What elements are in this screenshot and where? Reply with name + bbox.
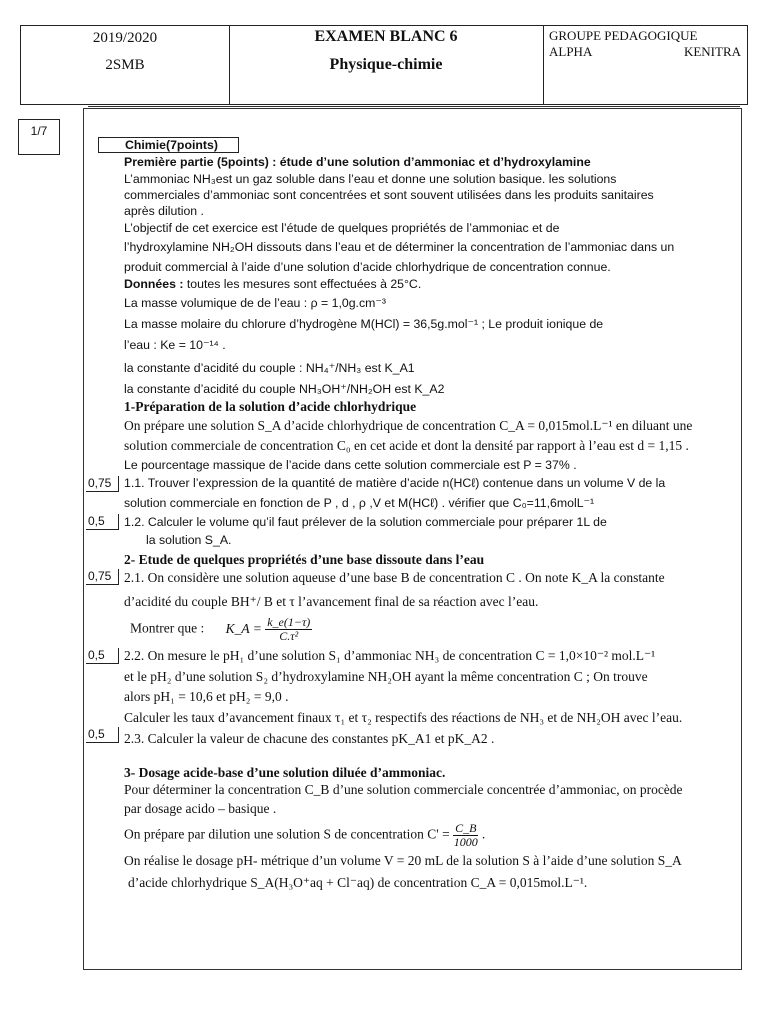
intro-line-3: après dilution . (124, 204, 204, 218)
formula-ka-lhs: K_A = (225, 620, 262, 636)
ka1-line: la constante d’acidité du couple : NH₄⁺/NH₃ est K_A1 (124, 361, 415, 375)
group-name: GROUPE PEDAGOGIQUE (549, 28, 698, 43)
mark-q21: 0,75 (86, 569, 119, 585)
formula-ka-fraction (265, 616, 312, 643)
header-left-cell (21, 26, 230, 104)
formula-c-fraction (453, 822, 478, 849)
data-label: Données : (124, 277, 184, 291)
question-2-1-a: 2.1. On considère une solution aqueuse d’une base B de concentration C . On note K_A la constante (124, 570, 665, 585)
page-number: 1/7 (18, 119, 60, 155)
intro-line-6: produit commercial à l’aide d’une solution d’acide chlorhydrique de concentration connue. (124, 260, 611, 274)
question-1-1-a: 1.1. Trouver l’expression de la quantité de matière d’acide n(HCℓ) contenue dans un volume V de la (124, 476, 666, 490)
question-2-2-c: alors pH₁ = 10,6 et pH₂ = 9,0 . (124, 689, 289, 704)
mark-q11: 0,75 (86, 476, 119, 492)
question-2-2-b: et le pH₂ d’une solution S₂ d’hydroxylamine NH₂OH ayant la même concentration C ; On trouve (124, 669, 648, 684)
group-city-left: ALPHA (549, 44, 593, 59)
section1-line-2: solution commerciale de concentration C₀ en cet acide et dont la densité par rapport à l’eau est d = 1,15 . (124, 438, 689, 453)
intro-line-1: L’ammoniac NH₃est un gaz soluble dans l’eau et donne une solution basique. les solutions (124, 172, 617, 186)
question-2-2-d: Calculer les taux d’avancement finaux τ₁ et τ₂ respectifs des réactions de NH₃ et de NH₂OH avec l’eau. (124, 710, 683, 725)
class-level: 2SMB (105, 57, 145, 73)
question-1-2-a: 1.2. Calculer le volume qu’il faut prélever de la solution commerciale pour préparer 1L de (124, 515, 607, 529)
question-1-1-b: solution commerciale en fonction de P , d , ρ ,V et M(HCℓ) . vérifier que C₀=11,6molL⁻¹ (124, 496, 595, 510)
section1-line-1: On prépare une solution S_A d’acide chlorhydrique de concentration C_A = 0,015mol.L⁻¹ en diluant une (124, 418, 693, 433)
section-title: Chimie(7points) (98, 137, 239, 153)
question-1-2-b: la solution S_A. (146, 533, 232, 547)
rho-line: La masse volumique de de l’eau : ρ = 1,0g.cm⁻³ (124, 296, 386, 310)
mark-q22: 0,5 (86, 648, 119, 664)
formula-c-denominator: 1000 (453, 835, 478, 849)
exam-title: EXAMEN BLANC 6 (314, 28, 458, 45)
section3-line-5: d’acide chlorhydrique S_A(H₃O⁺aq + Cl⁻aq) de concentration C_A = 0,015mol.L⁻¹. (128, 875, 588, 890)
section2-title: 2- Etude de quelques propriétés d’une base dissoute dans l’eau (124, 552, 485, 567)
ke-line: l’eau : Ke = 10⁻¹⁴ . (124, 338, 226, 352)
header-center-cell (229, 26, 544, 104)
section3-line-2: par dosage acido – basique . (124, 801, 277, 816)
question-2-3: 2.3. Calculer la valeur de chacune des constantes pK_A1 et pK_A2 . (124, 731, 495, 746)
question-2-1-b: d’acidité du couple BH⁺/ B et τ l’avancement final de sa réaction avec l’eau. (124, 594, 539, 609)
data-text: toutes les mesures sont effectuées à 25°C. (183, 277, 422, 291)
molar-mass-line: La masse molaire du chlorure d’hydrogène M(HCl) = 36,5g.mol⁻¹ ; Le produit ionique de (124, 317, 604, 331)
group-city-right: KENITRA (683, 44, 741, 59)
section3-line-3: On prépare par dilution une solution S de concentration C' = (124, 826, 450, 842)
mark-q12: 0,5 (86, 514, 119, 530)
header-table (20, 25, 748, 105)
section3-title: 3- Dosage acide-base d’une solution diluée d’ammoniac. (124, 765, 446, 780)
question-2-2-a: 2.2. On mesure le pH₁ d’une solution S₁ d’ammoniac NH₃ de concentration C = 1,0×10⁻² mol.L⁻¹ (124, 648, 656, 663)
intro-line-4: L’objectif de cet exercice est l’étude de quelques propriétés de l’ammoniac et de (124, 221, 560, 235)
part1-title: Première partie (5points) : étude d’une solution d’ammoniac et d’hydroxylamine (124, 155, 591, 169)
intro-line-5: l’hydroxylamine NH₂OH dissouts dans l’eau et de déterminer la concentration de l’ammoniac dans un (124, 240, 675, 254)
subject-title: Physique-chimie (329, 56, 443, 73)
formula-c-numerator: C_B (455, 821, 477, 835)
question-2-1-c: Montrer que : (130, 620, 205, 636)
frame-top-rule (88, 106, 740, 107)
intro-line-2: commerciales d’ammoniac sont concentrées et sont souvent utilisées dans les produits sanitaires (124, 188, 654, 202)
section3-line-4: On réalise le dosage pH- métrique d’un volume V = 20 mL de la solution S à l’aide d’une solution S_A (124, 853, 682, 868)
school-year: 2019/2020 (92, 30, 158, 46)
section1-title: 1-Préparation de la solution d’acide chlorhydrique (124, 399, 417, 414)
section1-line-3: Le pourcentage massique de l’acide dans cette solution commerciale est P = 37% . (124, 458, 577, 472)
ka2-line: la constante d’acidité du couple NH₃OH⁺/NH₂OH est K_A2 (124, 382, 445, 396)
mark-q23: 0,5 (86, 727, 119, 743)
formula-ka-denominator: C.τ² (279, 629, 299, 643)
section3-dilution-row: On prépare par dilution une solution S de concentration C' = $\frac{C\_B}{1000}$ . (124, 821, 486, 849)
section3-line-1: Pour déterminer la concentration C_B d’une solution commerciale concentrée d’ammoniac, on procède (124, 782, 683, 797)
formula-ka-numerator: k_e(1−τ) (267, 615, 311, 629)
formula-row (130, 616, 312, 643)
header-right-cell (543, 26, 747, 104)
